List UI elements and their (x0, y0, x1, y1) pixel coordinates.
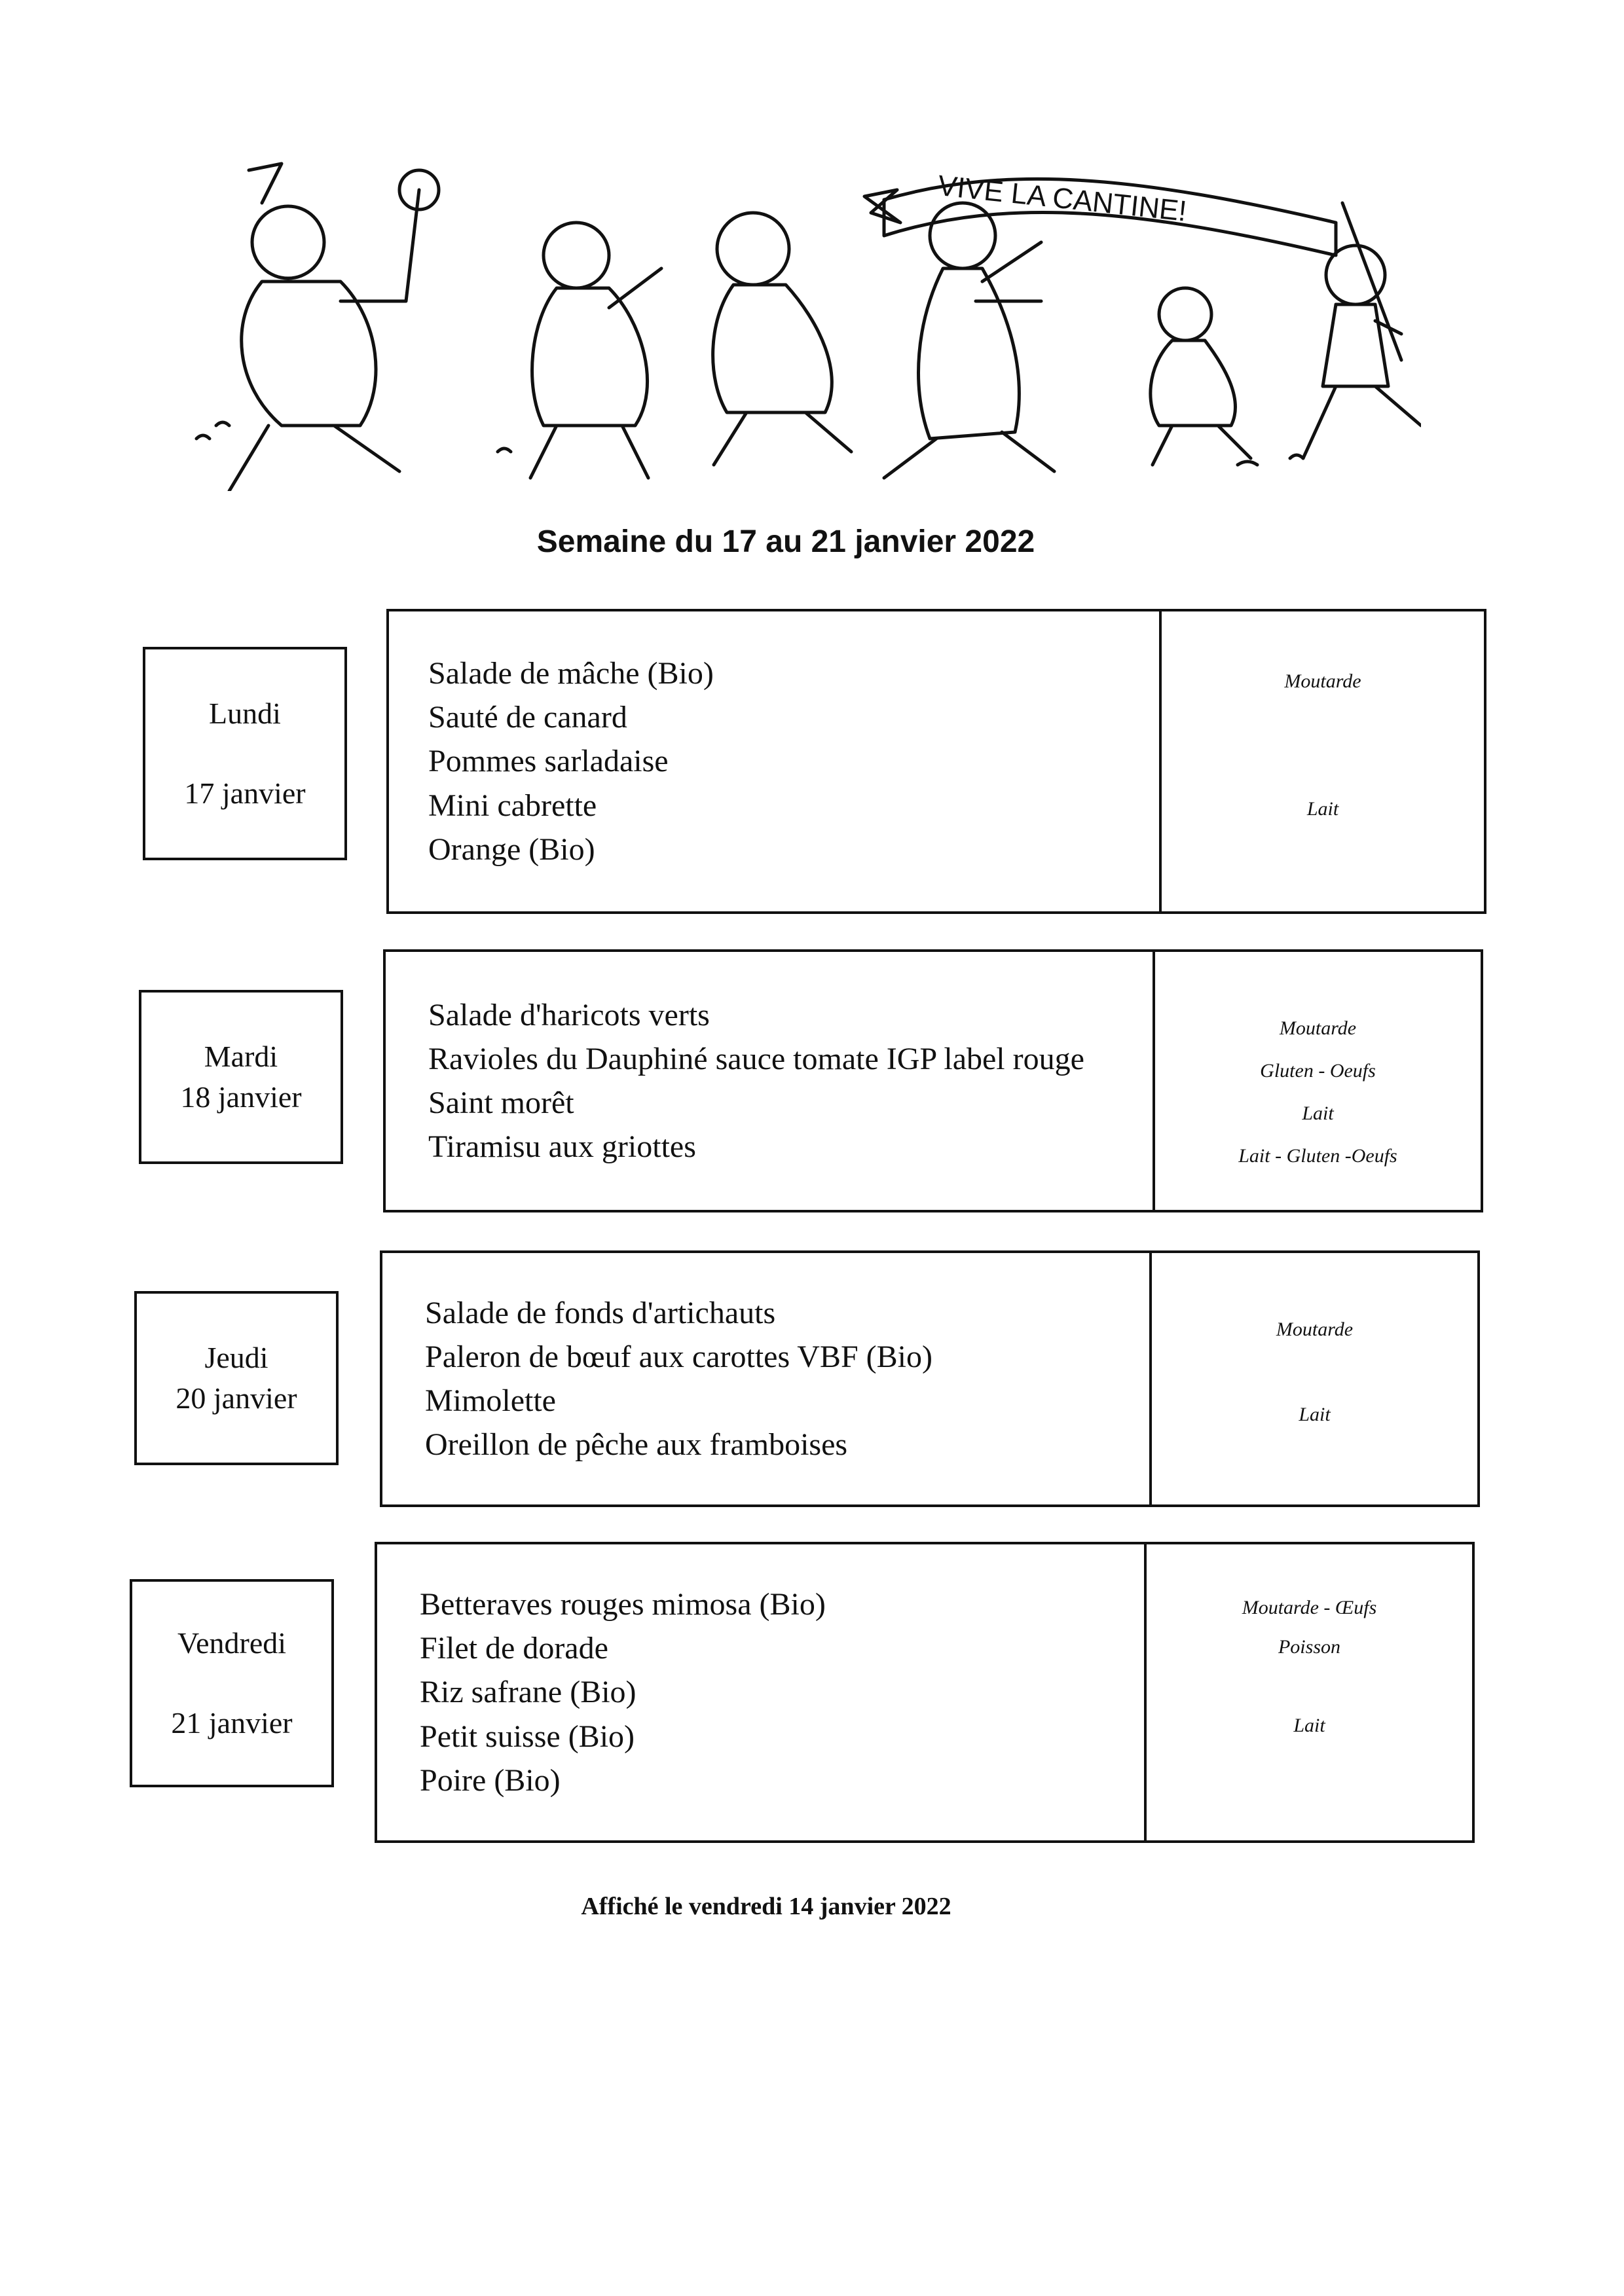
allergen-item: Lait (1302, 1102, 1334, 1124)
dish-item: Orange (Bio) (428, 831, 595, 867)
allergen-item: Moutarde (1276, 1319, 1354, 1340)
menu-box (383, 949, 1483, 1212)
dish-list (386, 952, 1155, 1210)
menu-box (386, 609, 1486, 914)
dish-item: Sauté de canard (428, 700, 627, 735)
day-date: 21 janvier (171, 1706, 293, 1740)
allergen-item: Lait (1306, 798, 1339, 820)
allergen-item: Gluten - Oeufs (1260, 1060, 1376, 1082)
dish-item: Riz safrane (Bio) (420, 1675, 637, 1710)
allergen-item: Moutarde - Œufs (1242, 1597, 1377, 1618)
allergen-item: Moutarde (1279, 1017, 1357, 1039)
dish-item: Petit suisse (Bio) (420, 1719, 635, 1754)
day-label-box (139, 990, 343, 1164)
day-name: Lundi (209, 696, 281, 730)
allergen-item: Moutarde (1284, 670, 1361, 692)
day-label-box (143, 647, 347, 860)
dish-item: Saint morêt (428, 1085, 574, 1120)
allergen-list (1152, 1253, 1477, 1504)
dish-list (389, 611, 1162, 911)
day-date: 18 janvier (180, 1080, 302, 1114)
dish-item: Salade de fonds d'artichauts (425, 1295, 776, 1330)
dish-list (382, 1253, 1152, 1504)
banner-text: VIVE LA CANTINE! (936, 170, 1189, 228)
day-label-box (130, 1579, 334, 1787)
allergen-list (1147, 1544, 1472, 1840)
menu-box (380, 1250, 1480, 1507)
dish-item: Poire (Bio) (420, 1762, 561, 1798)
dish-item: Mini cabrette (428, 788, 597, 823)
allergen-item: Poisson (1278, 1636, 1340, 1658)
allergen-item: Lait (1299, 1404, 1331, 1425)
posted-date-footer: Affiché le vendredi 14 janvier 2022 (581, 1893, 951, 1920)
dish-item: Oreillon de pêche aux framboises (425, 1427, 848, 1463)
dish-item: Salade de mâche (Bio) (428, 656, 714, 691)
menu-box (375, 1542, 1475, 1843)
dish-item: Mimolette (425, 1383, 556, 1418)
dish-item: Salade d'haricots verts (428, 997, 710, 1032)
allergen-list (1162, 611, 1484, 911)
allergen-list (1155, 952, 1481, 1210)
dish-item: Paleron de bœuf aux carottes VBF (Bio) (425, 1339, 932, 1374)
day-name: Mardi (204, 1039, 278, 1073)
dish-item: Tiramisu aux griottes (428, 1129, 696, 1165)
day-name: Jeudi (204, 1340, 268, 1374)
allergen-item: Lait (1293, 1715, 1325, 1736)
day-label-box (134, 1291, 339, 1465)
day-name: Vendredi (177, 1626, 287, 1660)
dish-item: Ravioles du Dauphiné sauce tomate IGP label rouge (428, 1041, 1084, 1076)
cantine-banner-illustration (190, 151, 1421, 491)
day-date: 17 janvier (184, 776, 306, 810)
dish-item: Filet de dorade (420, 1631, 608, 1666)
page-title: Semaine du 17 au 21 janvier 2022 (536, 524, 1035, 559)
allergen-item: Lait - Gluten -Oeufs (1238, 1145, 1397, 1167)
dish-item: Pommes sarladaise (428, 744, 669, 779)
dish-list (377, 1544, 1147, 1840)
dish-item: Betteraves rouges mimosa (Bio) (420, 1587, 826, 1622)
day-date: 20 janvier (175, 1381, 297, 1415)
